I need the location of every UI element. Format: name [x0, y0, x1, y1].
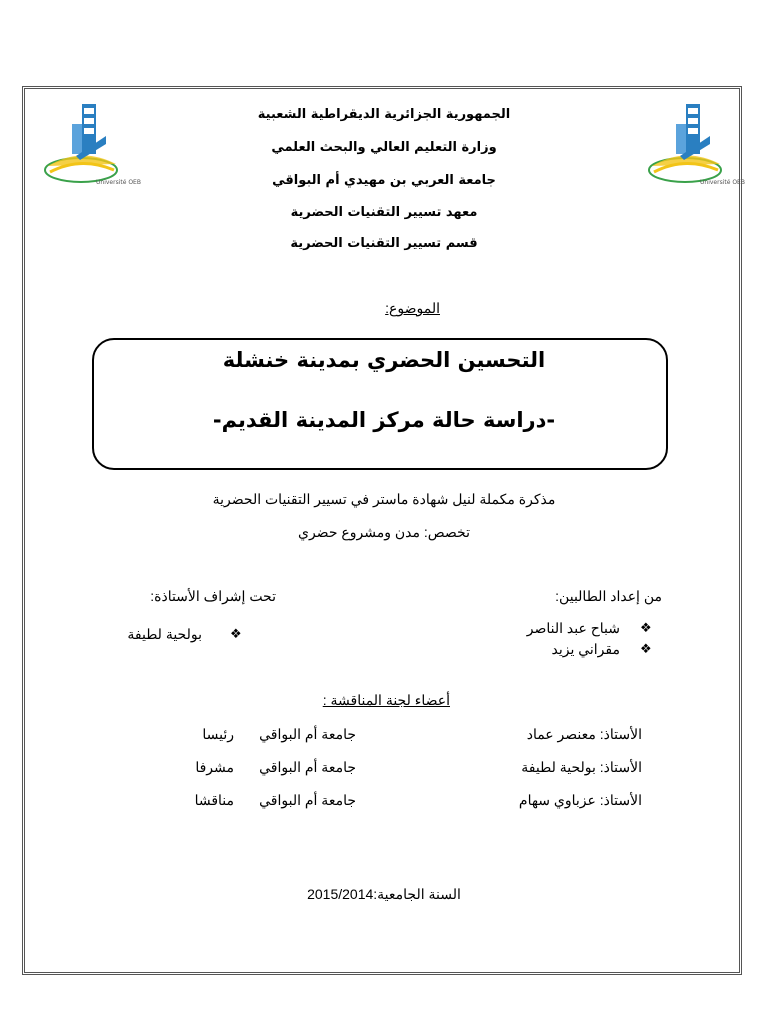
title-line-1: التحسين الحضري بمدينة خنشلة — [222, 348, 546, 372]
svg-text:Université OEB: Université OEB — [700, 179, 745, 186]
student-name-2: مقراني يزيد — [551, 641, 620, 657]
header-institute: معهد تسيير التقنيات الحضرية — [290, 205, 478, 220]
supervisor-name: بولحية لطيفة — [127, 626, 202, 642]
svg-text:Université OEB: Université OEB — [96, 179, 141, 186]
student-name-1: شباح عبد الناصر — [526, 620, 620, 636]
bullet-icon: ❖ — [640, 621, 652, 636]
committee-label: أعضاء لجنة المناقشة : — [322, 692, 450, 708]
committee-member-role: مناقشا — [194, 792, 234, 808]
supervisor-label: تحت إشراف الأستاذة: — [150, 588, 276, 604]
memo-text: مذكرة مكملة لنيل شهادة ماستر في تسيير التقنيات الحضرية — [212, 491, 556, 507]
committee-member-university: جامعة أم البواقي — [259, 792, 356, 808]
academic-year: السنة الجامعية:2015/2014 — [307, 886, 461, 902]
committee-member-role: رئيسا — [202, 726, 234, 742]
committee-member-university: جامعة أم البواقي — [259, 759, 356, 775]
header-department: قسم تسيير التقنيات الحضرية — [290, 236, 478, 251]
subject-label: الموضوع: — [385, 300, 440, 316]
header-ministry: وزارة التعليم العالي والبحث العلمي — [271, 140, 497, 155]
specialty-text: تخصص: مدن ومشروع حضري — [298, 524, 470, 540]
header-university: جامعة العربي بن مهيدي أم البواقي — [272, 173, 496, 188]
committee-member-name: الأستاذ: معنصر عماد — [526, 726, 642, 742]
title-line-2: -دراسة حالة مركز المدينة القديم- — [212, 408, 556, 432]
committee-member-university: جامعة أم البواقي — [259, 726, 356, 742]
committee-member-name: الأستاذ: عزباوي سهام — [518, 792, 642, 808]
committee-member-role: مشرفا — [195, 759, 234, 775]
bullet-icon: ❖ — [230, 627, 242, 642]
committee-member-name: الأستاذ: بولحية لطيفة — [521, 759, 642, 775]
bullet-icon: ❖ — [640, 642, 652, 657]
students-label: من إعداد الطالبين: — [555, 588, 662, 604]
header-republic: الجمهورية الجزائرية الديقراطية الشعبية — [257, 107, 511, 122]
